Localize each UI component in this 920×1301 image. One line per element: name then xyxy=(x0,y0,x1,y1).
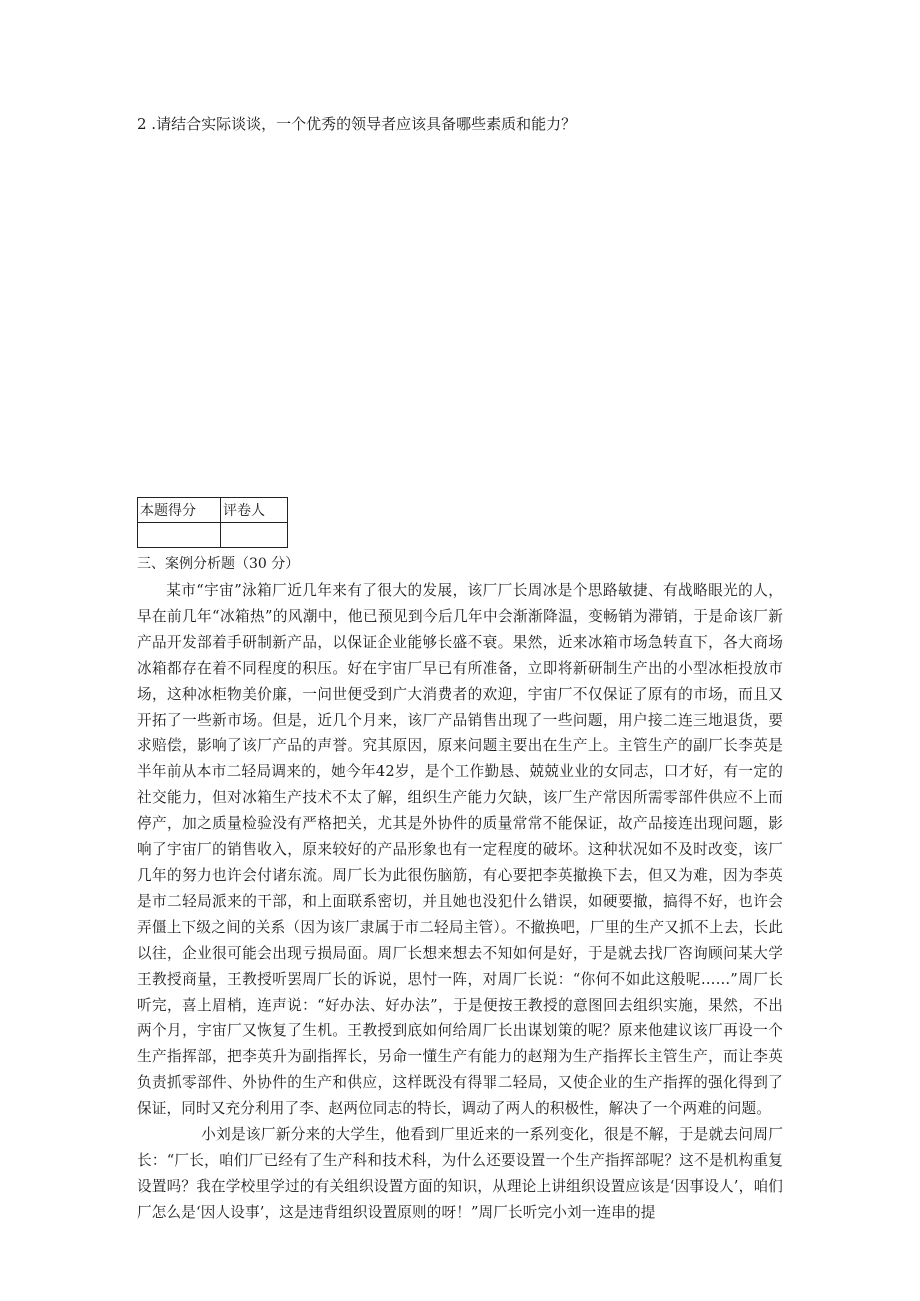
reviewer-cell xyxy=(221,523,288,548)
case-paragraph-2: 小刘是该厂新分来的大学生，他看到厂里近来的一系列变化，很是不解，于是就去问周厂长：“厂长，咱们厂已经有了生产科和技术科，为什么还要设置一个生产指挥部呢？这不是机构重复设置吗？我在学校里学过的有关组织设置方面的知识，从理论上讲组织设置应该是‘因事设人’，咱们厂怎么是‘因人设事’，这是违背组织设置原则的呀！”周厂长听完小刘一连串的提 xyxy=(137,1126,783,1221)
score-cell xyxy=(138,523,221,548)
score-label: 本题得分 xyxy=(138,498,221,523)
score-table xyxy=(137,497,288,548)
case-paragraph-1: 某市“宇宙”泳箱厂近几年来有了很大的发展，该厂厂长周冰是个思路敏捷、有战略眼光的人，早在前几年“冰箱热”的风潮中，他已预见到今后几年中会渐渐降温，变畅销为滞销，于是命该厂新产品开发部着手研制新产品，以保证企业能够长盛不衰。果然，近来冰箱市场急转直下，各大商场冰箱都存在着不同程度的积压。好在宇宙厂早已有所准备，立即将新研制生产出的小型冰柜投放市场，这种冰柜物美价廉，一问世便受到广大消费者的欢迎，宇宙厂不仅保证了原有的市场，而且又开拓了一些新市场。但是，近几个月来，该厂产品销售出现了一些问题，用户接二连三地退货，要求赔偿，影响了该厂产品的声誉。究其原因，原来问题主要出在生产上。主管生产的副厂长李英是半年前从本市二轻局调来的，她今年42岁，是个工作勤恳、兢兢业业的女同志，口才好，有一定的社交能力，但对冰箱生产技术不太了解，组织生产能力欠缺，该厂生产常因所需零部件供应不上而停产，加之质量检验没有严格把关，尤其是外协件的质量常常不能保证，故产品接连出现问题，影响了宇宙厂的销售收入，原来较好的产品形象也有一定程度的破坏。这种状况如不及时改变，该厂几年的努力也许会付诸东流。周厂长为此很伤脑筋，有心要把李英撤换下去，但又为难，因为李英是市二轻局派来的干部，和上面联系密切，并且她也没犯什么错误，如硬要撤，搞得不好，也许会弄僵上下级之间的关系（因为该厂隶属于市二轻局主管）。不撤换吧，厂里的生产又抓不上去，长此以往，企业很可能会出现亏损局面。周厂长想来想去不知如何是好，于是就去找厂咨询顾问某大学王教授商量，王教授听罢周厂长的诉说，思忖一阵，对周厂长说：“你何不如此这般呢……”周厂长听完，喜上眉梢，连声说：“好办法、好办法”，于是便按王教授的意图回去组织实施，果然，不出两个月，宇宙厂又恢复了生机。王教授到底如何给周厂长出谋划策的呢？原来他建议该厂再设一个生产指挥部，把李英升为副指挥长，另命一懂生产有能力的赵翔为生产指挥长主管生产，而让李英负责抓零部件、外协件的生产和供应，这样既没有得罪二轻局，又使企业的生产指挥的强化得到了保证，同时又充分利用了李、赵两位同志的特长，调动了两人的积极性，解决了一个两难的问题。 xyxy=(137,582,783,1118)
question-2: 2 .请结合实际谈谈，一个优秀的领导者应该具备哪些素质和能力？ xyxy=(137,115,577,133)
reviewer-label: 评卷人 xyxy=(221,498,288,523)
section-title: 三、案例分析题（30 分） xyxy=(137,556,300,572)
case-text xyxy=(137,578,783,1226)
